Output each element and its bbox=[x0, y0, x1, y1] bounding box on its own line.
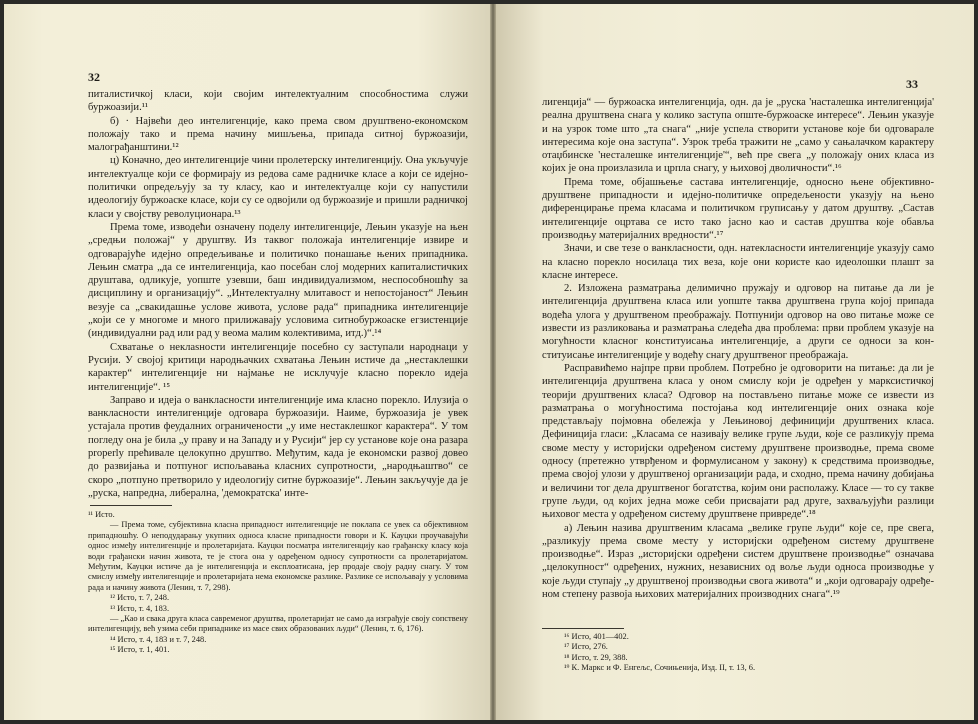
body-text bbox=[88, 88, 468, 500]
body-text bbox=[542, 96, 934, 601]
footnote: — „Као и свака друга класа савременог друштва, пролетаријат не само да изграђује своју сопствену интелигенцију, већ узима себи припаднике из масе свих образованих људи“ (Ленин, т. 6, 176). bbox=[88, 614, 468, 634]
paragraph: Схватање о неклаsности интелигенције посебно су заступали народнаци у Русији. У својој критици народњачких схватања Лењин истиче да „нестаклешки карактер“ интелигенције ни најмање не исклучује класно порекло идеја интелигенције“. ¹⁵ bbox=[88, 341, 468, 393]
paragraph: 2. Изложена разматрања делимично пружају и одговор на питање да ли је интелигенција друштвена класа или уопште таква друштвена група којој припада водећа улога у друштвеном преображају. Потпунији одговор на ово питање може се извести из разликовања и разматрања следећа два проблема: први проблем указује на могућности класног конституисања интелигенције, а други се односи за конституисање интелигенције у водећу снагу друштвеног преображаја. bbox=[542, 283, 934, 361]
footnote: ¹⁶ Исто, 401—402. bbox=[564, 632, 629, 641]
footnote-rule bbox=[90, 505, 172, 506]
paragraph: Расправићемо најпре први проблем. Потребно је одговорити на питање: да ли је интелигенција друштвена класа у оном смислу који је одређен у марксистичкој теорији друштвених класа? Одговор на постављено питање може се извести из разматрања о могућностима постојања код интелигенције оних ознака које представљају појмовна обележја у Лењиновој дефиницији друштвених класа. Дефиниција гласи: „Класама се називају велике групе људи, које се разликују према своме месту у историјски одређеном систему друштвене производње, према своме односу (претежно утврђеном и формулисаном у закону) к средствима производње, према својој улози у друштвеној организацији рада, и сходно, према начину добијања и величини тог дела друштвеног богатства, којим они располажу. Класе — то су такве групе људи, од којих једна може себи присваjати рад друге, захваљујући разлици њиховог места у одређеном систему друштвене привреде“.¹⁸ bbox=[542, 362, 934, 521]
paragraph: б) · Највећи део интелигенције, како према свом друштвено-економском положају тако и према начину мишљења, припада ситној буржоазији, малограђанштини.¹² bbox=[88, 115, 468, 154]
paragraph: Значи, и све тезе о ванкласности, одн. натекласности интелигенције указују само на класно порекло носилаца тих веза, које они користе као идеолошки плашт за класне интересе. bbox=[542, 243, 934, 281]
paragraph: Према томе, објашњење састава интелигенције, односно њене објективно-друштвене припадности и идејно-политичке опредељености указују на њено диференцирање према класама и политичком груписању у датом друштву. „Састав интелигенције оцртава се исто тако јасно као и састав друштва које обавља производњу материјалних вредности“.¹⁷ bbox=[542, 176, 934, 241]
footnote: ¹¹ Исто. bbox=[88, 510, 115, 519]
footnote-rule bbox=[542, 628, 624, 629]
footnote: ¹² Исто, т. 7, 248. bbox=[110, 593, 170, 603]
footnotes bbox=[542, 632, 934, 674]
book-spread bbox=[4, 4, 974, 720]
footnote: ¹⁸ Исто, т. 29, 388. bbox=[564, 652, 628, 662]
footnote: ¹⁴ Исто, т. 4, 183 и т. 7, 248. bbox=[110, 634, 207, 644]
paragraph: питалистичкој класи, који својим интелектуалним способностима служи буржоазији.¹¹ bbox=[88, 89, 468, 114]
right-page bbox=[496, 4, 974, 720]
footnote: ¹⁷ Исто, 276. bbox=[564, 642, 608, 652]
paragraph: а) Лењин назива друштвеним класама „велике групе људи“ које се, пре свега, „разликују према своме месту у историјски одређеном систему друштвене производње“. Израз „историјски одређени систем друштвене производње“ означава „целокупност“ одређених, нужних, независних од воље људи односа производње у које људи ступају „у друштвеној производњи свога живота“ и „који одговарају одређеном степену развоја њихових материјалних производних снага“.¹⁹ bbox=[542, 522, 934, 600]
footnote: — Према томе, субјективна класна припадност интелигенције не поклапа се увек са објективном припадношћу. О неподударању укупних односа класне припадности говори и К. Кауцки проучавајући однос између интелигенције и пролетаријата. Кауцки посматра интелигенцију као грађанску класу која води грађански начин живота, те је стога она у одређеном односу супротности са пролетаријатом. Међутим, Кауцки истиче да је интелигенција и експлоатисана, јер продаје своју радну снагу. У том смислу између интелигенције и пролетаријата нема економске разлике. Разлике се испољавају у условима рада и начину живота (Ленин, т. 7, 298). bbox=[88, 520, 468, 592]
page-number: 33 bbox=[906, 77, 918, 91]
paragraph: лигенција“ — буржоаска интелигенција, одн. да је „руска 'насталешка интелигенција' реална друштвена снага у колико заступа опште-буржоаске интересе“. Лењин указује и на узрок томе што „та снага“ „није успела створити установе које би одговарале интересима које она заступа“. Узрок треба тражити не „само у сањалачком карактеру отаџбинске 'несталешке интелигенције'“, већ пре свега „у положају оних класа из којих је она произлазила и црпла снагу, у њиховој дволичности“.¹⁶ bbox=[542, 97, 934, 175]
footnotes bbox=[88, 510, 468, 656]
paragraph: ц) Коначно, део интелигенције чини пролетерску интелигенцију. Она укључује интелектуалце који се формирају из редова саме радничке класе а који се идејно-политички опредељују за ту класу, као и интелектуалце који су напустили идеологију буржоаске класе, који су се одвојили од буржоазије и пришли радничкој класи у својству револуционара.¹³ bbox=[88, 155, 468, 220]
footnote: ¹⁹ К. Маркс и Ф. Енгељс, Сочињенија, Изд. II, т. 13, 6. bbox=[564, 663, 756, 673]
paragraph: Заправо и идеја о ванкласности интелигенције има класно порекло. Илузија о ванкласности интелигенције одговара буржоазији. Наиме, буржоазија је увек устајала против феудалних ограничености „у име нестаклешког карактера“. У том погледу она је била „у праву и на Западу и у Русији“ јер су установе које она разара properly прећивале целокупно друштво. Међутим, када је економски развој довео до развијања и потпуног испољавања класних супротности, „народњаштво“ се скоро „потпуно претворило у идеологију ситне буржоазије“. Лењин закључује да је „руска, напредна, либерална, 'демократска' инте- bbox=[88, 394, 468, 499]
paragraph: Према томе, изводећи означену поделу интелигенције, Лењин указује на њен „средњи положај“ у друштву. Из таквог положаја интелигенције извире и одговарајуће идејно опредељивање и политичко понашање њених припадника. Лењин сматра „да се интелигенција, као посебан слој модерних капиталистичких друштава, одликује, уопште узевши, баш индивидуализмом, неспособношћу за дисциплину и организацију“. „Интелектуалну млитавост и непостојаност“ Лењин везује са „свакидашње услове живота, услове рада“ припадника интелигенције „који се у многоме и много прилижавају условима ситнобуржоаске егзистенције (индивидуални рад или рад у веома малим колективима, итд.)“.¹⁴ bbox=[88, 221, 468, 340]
footnote: ¹⁵ Исто, т. 1, 401. bbox=[110, 645, 170, 655]
page-number: 32 bbox=[88, 70, 100, 84]
footnote: ¹³ Исто, т. 4, 183. bbox=[110, 603, 170, 613]
left-page bbox=[4, 4, 490, 720]
